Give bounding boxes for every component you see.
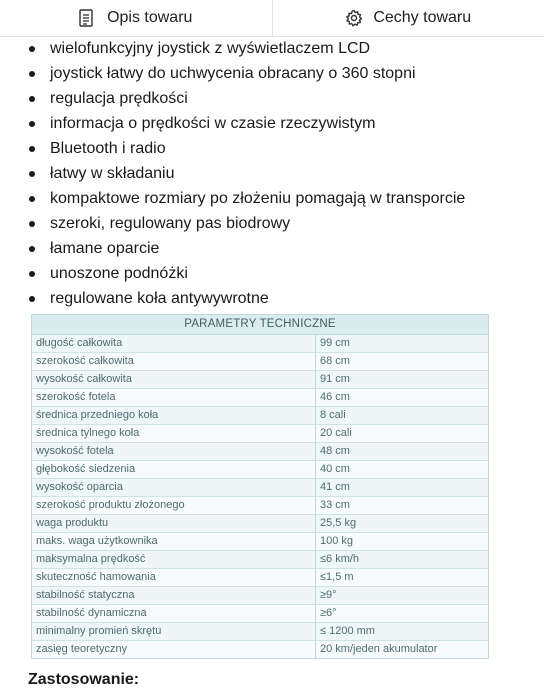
- tab-cechy-towaru-label: Cechy towaru: [373, 9, 472, 26]
- spec-key: szerokość fotela: [32, 389, 316, 406]
- spec-value: 20 cali: [320, 427, 352, 439]
- spec-key: maksymalna prędkość: [32, 551, 316, 568]
- list-item: regulowane koła antywywrotne: [0, 286, 544, 311]
- spec-key: waga produktu: [32, 515, 316, 532]
- spec-key: średnica tylnego koła: [32, 425, 316, 442]
- spec-key: głębokość siedzenia: [32, 461, 316, 478]
- spec-key: szerokość produktu złożonego: [32, 497, 316, 514]
- spec-value: 68 cm: [320, 355, 350, 367]
- spec-key: maks. waga użytkownika: [32, 533, 316, 550]
- table-row: [32, 335, 488, 353]
- spec-value: 41 cm: [320, 481, 350, 493]
- spec-key: skuteczność hamowania: [32, 569, 316, 586]
- list-item: kompaktowe rozmiary po złożeniu pomagają w transporcie: [0, 186, 544, 211]
- spec-key: wysokość fotela: [32, 443, 316, 460]
- table-row: [32, 407, 488, 425]
- list-item: szeroki, regulowany pas biodrowy: [0, 211, 544, 236]
- list-item: informacja o prędkości w czasie rzeczywistym: [0, 111, 544, 136]
- spec-value: 91 cm: [320, 373, 350, 385]
- spec-key: stabilność statyczna: [32, 587, 316, 604]
- spec-value: ≥9°: [320, 589, 337, 601]
- table-row: [32, 461, 488, 479]
- spec-key: stabilność dynamiczna: [32, 605, 316, 622]
- tab-opis-towaru[interactable]: [0, 0, 272, 36]
- spec-value: 25,5 kg: [320, 517, 357, 529]
- table-row: [32, 497, 488, 515]
- table-row: [32, 371, 488, 389]
- table-row: [32, 533, 488, 551]
- spec-table-title: PARAMETRY TECHNICZNE: [32, 315, 488, 335]
- spec-value: 99 cm: [320, 337, 350, 349]
- spec-value: 46 cm: [320, 391, 350, 403]
- table-row: [32, 587, 488, 605]
- list-item: wielofunkcyjny joystick z wyświetlaczem LCD: [0, 36, 544, 61]
- table-row: [32, 623, 488, 641]
- spec-table-body: [32, 335, 488, 658]
- spec-key: długość całkowita: [32, 335, 316, 352]
- spec-key: wysokość oparcia: [32, 479, 316, 496]
- tab-cechy-towaru[interactable]: [272, 0, 544, 36]
- table-row: [32, 605, 488, 623]
- spec-key: wysokość całkowita: [32, 371, 316, 388]
- gear-icon: [345, 9, 363, 27]
- spec-value: 20 km/jeden akumulator: [320, 643, 438, 655]
- list-item: regulacja prędkości: [0, 86, 544, 111]
- list-item: łamane oparcie: [0, 236, 544, 261]
- table-row: [32, 641, 488, 658]
- feature-list: [0, 36, 544, 311]
- table-row: [32, 443, 488, 461]
- list-item: Bluetooth i radio: [0, 136, 544, 161]
- document-icon: [79, 9, 93, 27]
- spec-value: 33 cm: [320, 499, 350, 511]
- table-row: [32, 425, 488, 443]
- spec-key: zasięg teoretyczny: [32, 641, 316, 658]
- tab-bar: [0, 0, 544, 37]
- spec-key: średnica przedniego koła: [32, 407, 316, 424]
- table-row: [32, 515, 488, 533]
- table-row: [32, 389, 488, 407]
- list-item: joystick łatwy do uchwycenia obracany o 360 stopni: [0, 61, 544, 86]
- spec-value: 40 cm: [320, 463, 350, 475]
- spec-value: 100 kg: [320, 535, 354, 547]
- table-row: [32, 479, 488, 497]
- spec-key: szerokość całkowita: [32, 353, 316, 370]
- section-heading: Zastosowanie:: [28, 671, 140, 688]
- spec-value: ≤6 km/h: [320, 553, 360, 565]
- spec-table-image: [31, 314, 489, 659]
- spec-value: 8 cali: [320, 409, 346, 421]
- tab-opis-towaru-label: Opis towaru: [107, 9, 193, 26]
- list-item: łatwy w składaniu: [0, 161, 544, 186]
- spec-value: ≤1,5 m: [320, 571, 354, 583]
- list-item: unoszone podnóżki: [0, 261, 544, 286]
- table-row: [32, 551, 488, 569]
- table-row: [32, 353, 488, 371]
- spec-key: minimalny promień skrętu: [32, 623, 316, 640]
- spec-value: 48 cm: [320, 445, 350, 457]
- spec-value: ≤ 1200 mm: [320, 625, 375, 637]
- spec-value: ≥6°: [320, 607, 337, 619]
- table-row: [32, 569, 488, 587]
